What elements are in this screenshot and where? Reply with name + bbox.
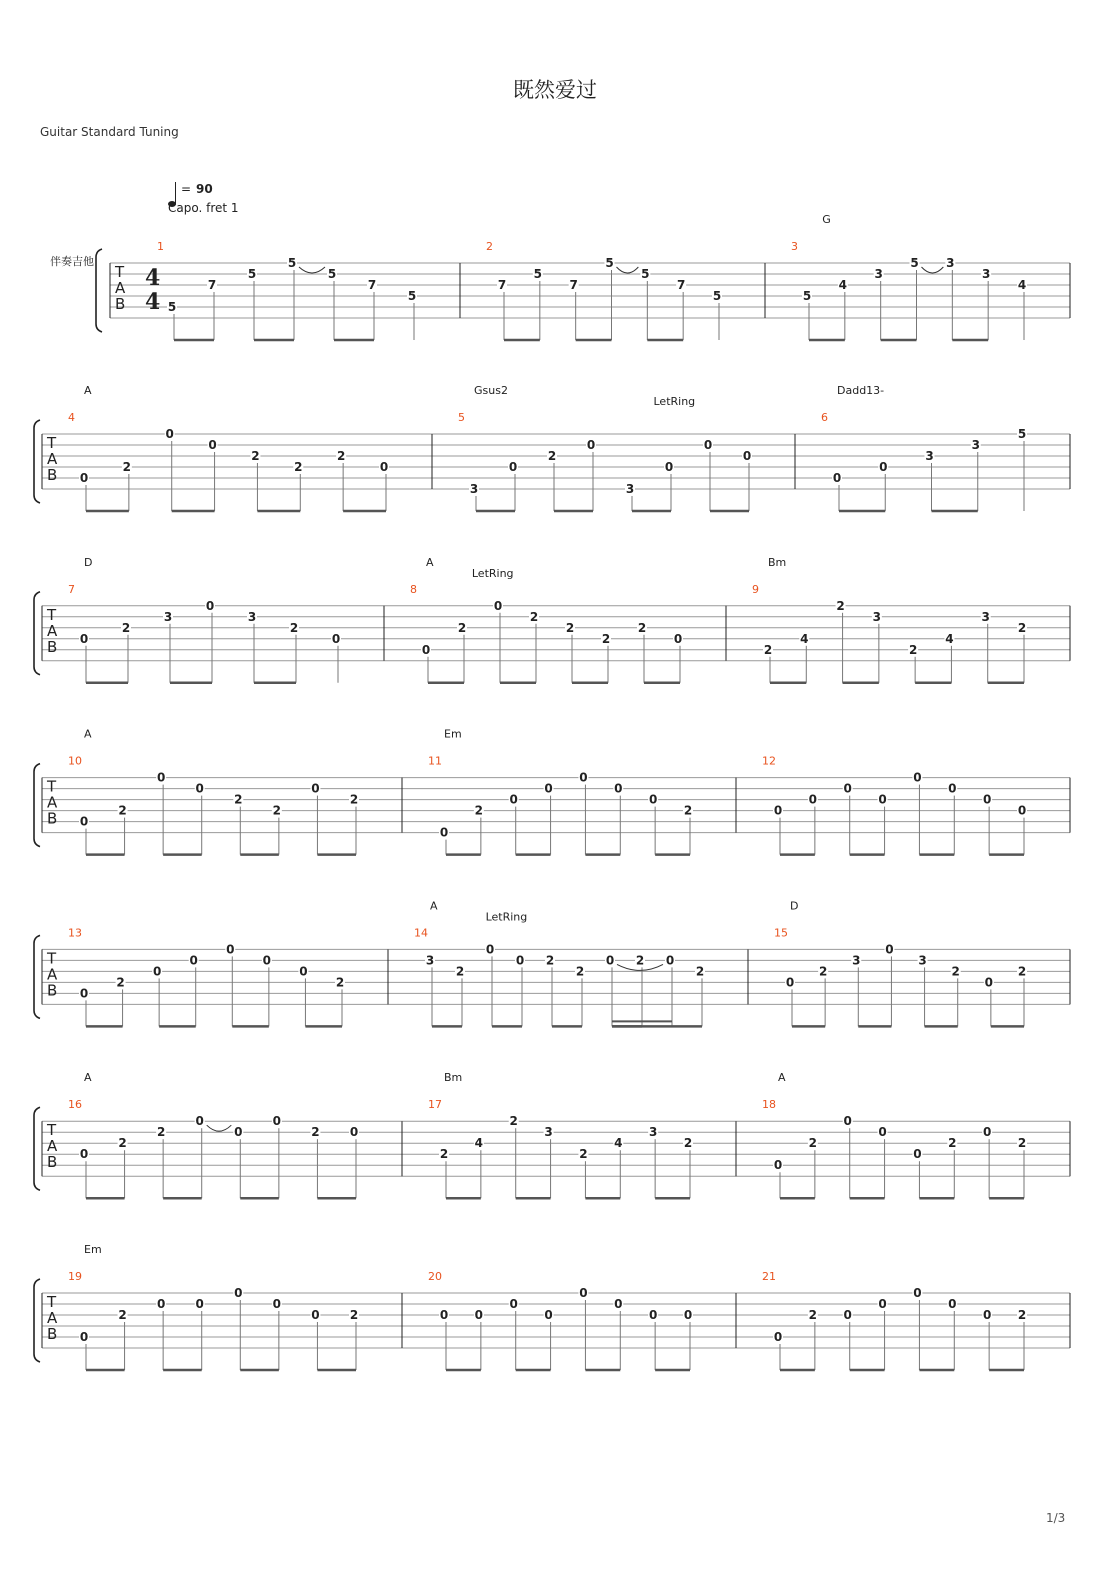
fret-number: 2 — [336, 449, 346, 463]
fret-number: 0 — [648, 792, 658, 807]
tab-clef-t: T — [47, 605, 57, 624]
fret-number: 0 — [152, 964, 162, 979]
tab-clef-t: T — [47, 949, 57, 968]
system-bracket — [34, 1279, 40, 1362]
fret-number: 2 — [439, 1147, 449, 1162]
fret-number: 0 — [948, 781, 957, 796]
fret-number: 0 — [79, 814, 89, 829]
fret-number: 0 — [665, 953, 675, 968]
let-ring-label: LetRing — [471, 566, 514, 580]
fret-number: 2 — [289, 620, 299, 635]
fret-number: 0 — [205, 598, 215, 613]
fret-number: 0 — [165, 427, 174, 441]
fret-number: 0 — [515, 953, 525, 968]
tab-clef-t: T — [47, 1293, 57, 1311]
fret-number: 0 — [485, 942, 495, 957]
fret-number: 5 — [167, 300, 177, 314]
fret-number: 2 — [683, 803, 693, 818]
tab-clef-a: A — [47, 965, 58, 984]
fret-number: 3 — [852, 953, 861, 968]
fret-number: 0 — [773, 1158, 783, 1173]
chord-name: A — [84, 384, 92, 397]
fret-number: 0 — [79, 986, 89, 1001]
fret-number: 4 — [614, 1136, 623, 1151]
fret-number: 0 — [879, 460, 888, 474]
song-title: 既然爱过 — [513, 78, 597, 102]
measure-number: 21 — [762, 1270, 776, 1283]
measure-number: 5 — [458, 411, 465, 424]
fret-number: 2 — [455, 964, 465, 979]
measure-number: 12 — [762, 754, 776, 768]
fret-number: 2 — [545, 953, 555, 968]
fret-number: 0 — [648, 1308, 658, 1322]
fret-number: 5 — [1017, 427, 1027, 441]
fret-number: 2 — [565, 620, 575, 635]
fret-number: 0 — [195, 1114, 204, 1129]
fret-number: 0 — [982, 1125, 992, 1140]
fret-number: 2 — [951, 964, 960, 979]
fret-number: 7 — [569, 278, 578, 292]
fret-number: 2 — [1017, 620, 1027, 635]
fret-number: 5 — [802, 289, 812, 303]
time-signature-top: 4 — [145, 265, 161, 291]
fret-number: 0 — [843, 781, 852, 796]
chord-name: A — [426, 555, 434, 569]
fret-number: 0 — [982, 1308, 992, 1322]
measure-number: 6 — [821, 411, 828, 424]
chord-name: Em — [444, 727, 462, 741]
fret-number: 3 — [425, 953, 435, 968]
fret-number: 2 — [1017, 1308, 1027, 1322]
fret-number: 0 — [226, 942, 235, 957]
fret-number: 0 — [773, 1330, 783, 1344]
measure-number: 4 — [68, 411, 75, 424]
fret-number: 2 — [272, 803, 282, 818]
fret-number: 3 — [981, 267, 991, 281]
tab-clef-t: T — [47, 1121, 57, 1140]
tab-clef-b: B — [47, 466, 58, 484]
chord-name: A — [84, 727, 92, 741]
fret-number: 2 — [509, 1114, 518, 1129]
tab-clef-b: B — [47, 1325, 58, 1343]
fret-number: 5 — [533, 267, 543, 281]
tie — [922, 267, 944, 273]
tab-clef-a: A — [47, 1309, 58, 1327]
fret-number: 2 — [116, 975, 125, 990]
fret-number: 5 — [712, 289, 722, 303]
measure-number: 13 — [68, 926, 82, 940]
fret-number: 2 — [836, 598, 845, 613]
fret-number: 0 — [913, 770, 922, 785]
fret-number: 3 — [981, 609, 990, 624]
fret-number: 2 — [695, 964, 705, 979]
capo-label: Capo. fret 1 — [168, 201, 239, 215]
chord-name: Bm — [444, 1071, 463, 1085]
system-bracket — [34, 935, 40, 1018]
let-ring-label: LetRing — [485, 910, 528, 924]
fret-number: 2 — [311, 1125, 320, 1140]
fret-number: 0 — [614, 1297, 623, 1311]
fret-number: 0 — [79, 471, 89, 485]
chord-name: D — [84, 555, 93, 569]
fret-number: 0 — [195, 1297, 204, 1311]
system-bracket — [34, 420, 40, 503]
tab-clef-t: T — [47, 434, 57, 452]
tab-clef-a: A — [115, 279, 126, 297]
system-bracket — [34, 592, 40, 675]
fret-number: 3 — [544, 1125, 553, 1140]
fret-number: 2 — [122, 460, 132, 474]
fret-number: 3 — [925, 449, 934, 463]
fret-number: 2 — [808, 1136, 818, 1151]
fret-number: 4 — [474, 1136, 484, 1151]
fret-number: 5 — [605, 256, 614, 270]
fret-number: 0 — [156, 1297, 166, 1311]
measure-number: 10 — [68, 754, 82, 768]
fret-number: 0 — [773, 803, 783, 818]
measure-number: 18 — [762, 1098, 776, 1112]
fret-number: 0 — [508, 460, 518, 474]
fret-number: 3 — [872, 609, 882, 624]
fret-number: 2 — [948, 1136, 957, 1151]
tab-clef-a: A — [47, 1137, 58, 1156]
time-signature-bottom: 4 — [145, 289, 161, 315]
measure-number: 17 — [428, 1098, 442, 1112]
system-bracket — [96, 249, 102, 332]
fret-number: 2 — [335, 975, 345, 990]
fret-number: 0 — [439, 1308, 449, 1322]
fret-number: 0 — [544, 1308, 553, 1322]
tie — [207, 1125, 232, 1131]
fret-number: 0 — [156, 770, 166, 785]
fret-number: 0 — [349, 1125, 359, 1140]
fret-number: 3 — [971, 438, 980, 452]
measure-number: 14 — [414, 926, 428, 940]
fret-number: 2 — [349, 1308, 359, 1322]
tab-clef-t: T — [115, 263, 125, 281]
tab-clef-b: B — [47, 637, 58, 656]
fret-number: 0 — [1017, 803, 1027, 818]
fret-number: 0 — [79, 1147, 89, 1162]
instrument-name: 伴奏吉他 — [50, 255, 94, 268]
chord-name: A — [778, 1071, 786, 1085]
chord-name: A — [430, 899, 438, 913]
fret-number: 0 — [234, 1286, 243, 1300]
fret-number: 0 — [614, 781, 623, 796]
chord-name: Bm — [768, 555, 787, 569]
let-ring-label: LetRing — [653, 395, 696, 408]
fret-number: 2 — [474, 803, 484, 818]
fret-number: 7 — [207, 278, 217, 292]
fret-number: 3 — [874, 267, 883, 281]
fret-number: 0 — [439, 825, 449, 840]
fret-number: 0 — [664, 460, 674, 474]
fret-number: 2 — [818, 964, 828, 979]
fret-number: 2 — [234, 792, 243, 807]
fret-number: 0 — [474, 1308, 484, 1322]
fret-number: 0 — [272, 1297, 282, 1311]
fret-number: 3 — [625, 482, 635, 496]
tie — [617, 267, 639, 273]
fret-number: 0 — [79, 631, 89, 646]
chord-name: D — [790, 899, 799, 913]
chord-name: A — [84, 1071, 92, 1085]
chord-name: Em — [84, 1243, 102, 1256]
fret-number: 4 — [800, 631, 809, 646]
chord-name: Gsus2 — [474, 384, 508, 397]
fret-number: 0 — [913, 1286, 922, 1300]
fret-number: 7 — [676, 278, 686, 292]
fret-number: 3 — [648, 1125, 658, 1140]
tab-clef-b: B — [47, 809, 58, 828]
fret-number: 2 — [457, 620, 467, 635]
fret-number: 0 — [785, 975, 795, 990]
fret-number: 7 — [497, 278, 507, 292]
fret-number: 0 — [234, 1125, 243, 1140]
fret-number: 2 — [121, 620, 131, 635]
fret-number: 0 — [299, 964, 308, 979]
tab-clef-b: B — [115, 295, 126, 313]
fret-number: 0 — [509, 1297, 518, 1311]
fret-number: 0 — [189, 953, 198, 968]
fret-number: 5 — [910, 256, 919, 270]
fret-number: 2 — [156, 1125, 166, 1140]
fret-number: 2 — [601, 631, 611, 646]
fret-number: 7 — [367, 278, 377, 292]
measure-number: 1 — [157, 240, 164, 253]
fret-number: 2 — [118, 1136, 127, 1151]
fret-number: 0 — [579, 770, 588, 785]
fret-number: 5 — [407, 289, 417, 303]
fret-number: 0 — [331, 631, 341, 646]
fret-number: 0 — [605, 953, 615, 968]
fret-number: 0 — [79, 1330, 89, 1344]
fret-number: 3 — [469, 482, 479, 496]
fret-number: 0 — [832, 471, 842, 485]
fret-number: 0 — [878, 792, 887, 807]
fret-number: 4 — [1017, 278, 1027, 292]
tempo-equals: = — [181, 182, 192, 196]
tab-clef-a: A — [47, 621, 58, 640]
fret-number: 2 — [547, 449, 557, 463]
fret-number: 0 — [195, 781, 204, 796]
measure-number: 9 — [752, 582, 759, 596]
tab-clef-b: B — [47, 981, 58, 1000]
fret-number: 2 — [118, 803, 127, 818]
fret-number: 5 — [287, 256, 297, 270]
fret-number: 0 — [885, 942, 894, 957]
fret-number: 2 — [635, 953, 645, 968]
fret-number: 0 — [843, 1114, 852, 1129]
measure-number: 16 — [68, 1098, 82, 1112]
fret-number: 0 — [379, 460, 389, 474]
tempo-value: 90 — [196, 182, 213, 196]
fret-number: 2 — [1017, 1136, 1027, 1151]
tab-clef-a: A — [47, 450, 58, 468]
fret-number: 0 — [742, 449, 752, 463]
fret-number: 0 — [673, 631, 683, 646]
fret-number: 0 — [544, 781, 553, 796]
fret-number: 0 — [982, 792, 992, 807]
fret-number: 5 — [247, 267, 257, 281]
fret-number: 0 — [509, 792, 518, 807]
fret-number: 2 — [349, 792, 359, 807]
tuning-label: Guitar Standard Tuning — [40, 125, 179, 139]
fret-number: 0 — [843, 1308, 852, 1322]
fret-number: 0 — [262, 953, 272, 968]
tab-clef-b: B — [47, 1153, 58, 1172]
fret-number: 0 — [311, 1308, 320, 1322]
measure-number: 8 — [410, 582, 417, 596]
tab-clef-t: T — [47, 777, 57, 796]
fret-number: 2 — [763, 642, 773, 657]
fret-number: 0 — [703, 438, 713, 452]
measure-number: 20 — [428, 1270, 442, 1283]
fret-number: 0 — [272, 1114, 282, 1129]
fret-number: 2 — [529, 609, 539, 624]
fret-number: 5 — [327, 267, 337, 281]
chord-name: Dadd13- — [837, 384, 885, 397]
measure-number: 19 — [68, 1270, 82, 1283]
fret-number: 0 — [948, 1297, 957, 1311]
fret-number: 0 — [311, 781, 320, 796]
fret-number: 2 — [908, 642, 918, 657]
fret-number: 0 — [421, 642, 431, 657]
fret-number: 0 — [878, 1125, 887, 1140]
fret-number: 2 — [808, 1308, 818, 1322]
measure-number: 11 — [428, 754, 442, 768]
fret-number: 0 — [493, 598, 503, 613]
fret-number: 5 — [641, 267, 650, 281]
tie — [299, 267, 325, 273]
fret-number: 2 — [294, 460, 303, 474]
fret-number: 2 — [1017, 964, 1027, 979]
fret-number: 4 — [945, 631, 954, 646]
fret-number: 2 — [118, 1308, 127, 1322]
fret-number: 0 — [586, 438, 596, 452]
fret-number: 3 — [918, 953, 927, 968]
fret-number: 3 — [163, 609, 173, 624]
fret-number: 3 — [247, 609, 257, 624]
fret-number: 2 — [575, 964, 585, 979]
measure-number: 7 — [68, 582, 75, 596]
fret-number: 0 — [913, 1147, 922, 1162]
tab-clef-a: A — [47, 793, 58, 812]
fret-number: 0 — [984, 975, 994, 990]
page-number: 1/3 — [1046, 1511, 1066, 1525]
chord-name: G — [822, 213, 831, 226]
fret-number: 0 — [808, 792, 818, 807]
fret-number: 0 — [208, 438, 217, 452]
system-bracket — [34, 1107, 40, 1190]
system-bracket — [34, 764, 40, 847]
measure-number: 3 — [791, 240, 798, 253]
fret-number: 0 — [579, 1286, 588, 1300]
fret-number: 4 — [838, 278, 848, 292]
measure-number: 2 — [486, 240, 493, 253]
fret-number: 2 — [579, 1147, 588, 1162]
fret-number: 0 — [878, 1297, 887, 1311]
fret-number: 2 — [251, 449, 260, 463]
fret-number: 2 — [637, 620, 647, 635]
fret-number: 2 — [683, 1136, 693, 1151]
fret-number: 3 — [946, 256, 955, 270]
measure-number: 15 — [774, 926, 788, 940]
fret-number: 0 — [683, 1308, 693, 1322]
